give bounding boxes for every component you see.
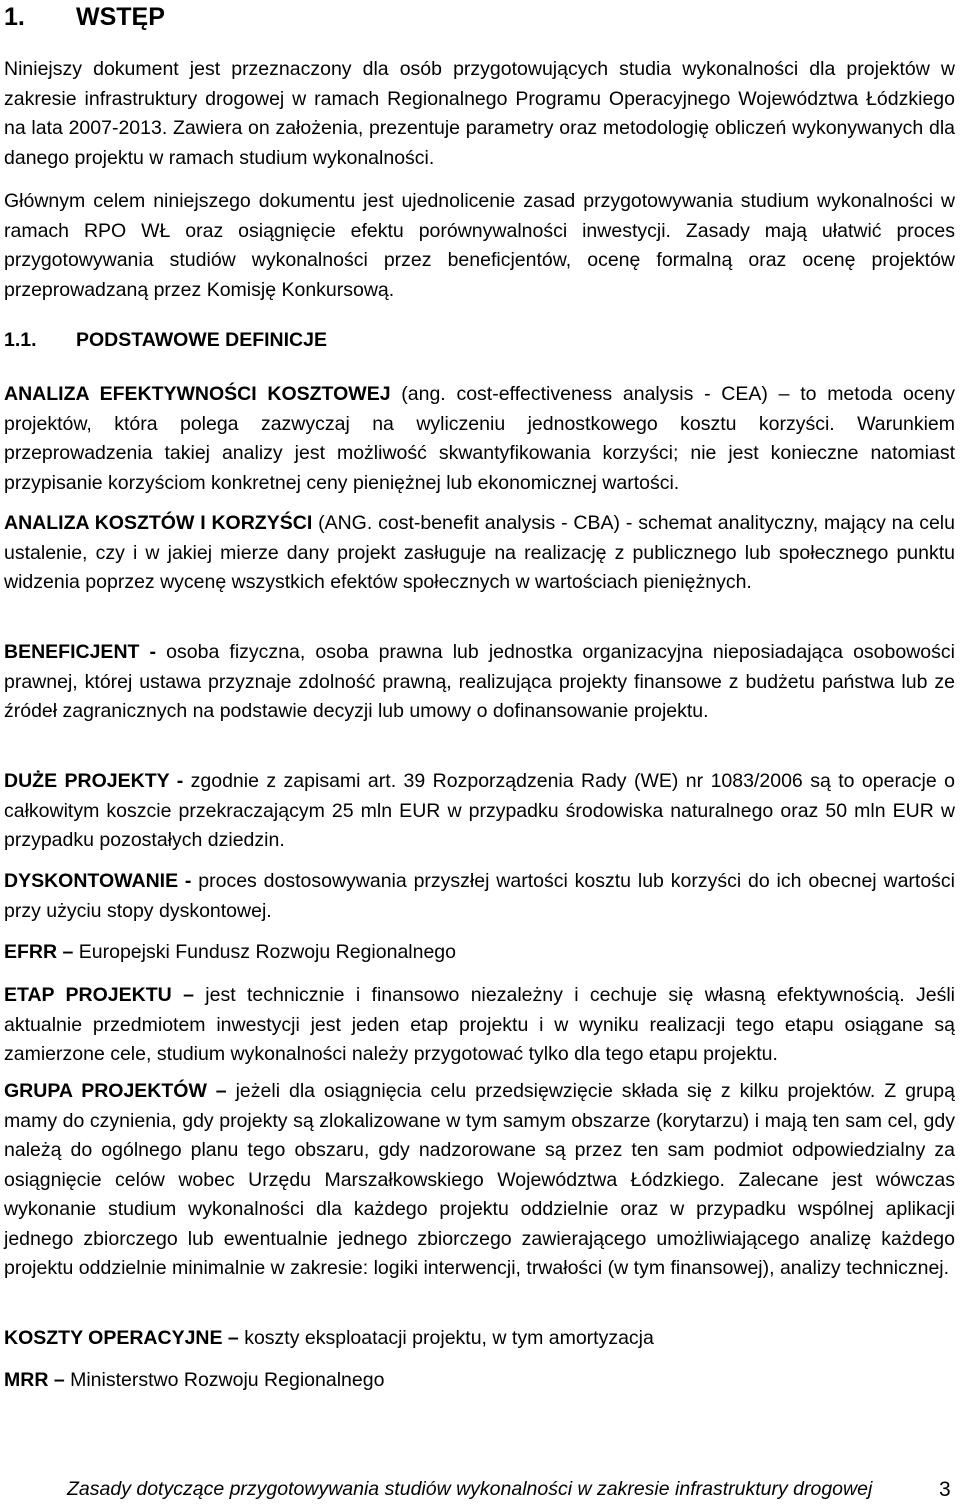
definition-text: koszty eksploatacji projektu, w tym amortyzacja	[238, 1327, 654, 1349]
definition-term: MRR –	[4, 1369, 65, 1391]
definition-term: DUŻE PROJEKTY -	[4, 770, 184, 792]
definition-term: ETAP PROJEKTU –	[4, 984, 194, 1006]
definition-dyskontowanie	[4, 867, 955, 926]
definition-term: GRUPA PROJEKTÓW –	[4, 1080, 227, 1102]
definition-text: Ministerstwo Rozwoju Regionalnego	[64, 1369, 385, 1391]
section-number: 1.	[4, 3, 25, 31]
definition-etap-projektu	[4, 981, 955, 1070]
definition-efrr	[4, 938, 955, 968]
definition-text: (ang. cost-effectiveness analysis - CEA) – to metoda oceny projektów, która polega zazwyczaj na wyliczeniu jednostkowego kosztu korzyści. Warunkiem przeprowadzenia takiej analizy jest możliwość skwantyfikowania korzyści; nie jest konieczne natomiast przypisanie korzyściom konkretnej ceny pieniężnej lub ekonomicznej wartości.	[4, 383, 955, 494]
subsection-number: 1.1.	[4, 329, 37, 351]
definition-text: proces dostosowywania przyszłej wartości kosztu lub korzyści do ich obecnej wartości przy użyciu stopy dyskontowej.	[4, 870, 955, 922]
definition-text: jest technicznie i finansowo niezależny i cechuje się własną efektywnością. Jeśli aktualnie przedmiotem inwestycji jest jeden etap projektu i w wyniku realizacji tego etapu osiągane są zamierzone cele, studium wykonalności należy przygotować tylko dla tego etapu projektu.	[4, 984, 955, 1065]
definition-grupa-projektow	[4, 1077, 955, 1284]
subsection-title: PODSTAWOWE DEFINICJE	[76, 329, 327, 351]
definition-term: EFRR –	[4, 941, 74, 963]
page-footer-title: Zasady dotyczące przygotowywania studiów wykonalności w zakresie infrastruktury drogowej	[67, 1478, 873, 1500]
definition-term: ANALIZA EFEKTYWNOŚCI KOSZTOWEJ	[4, 383, 391, 405]
intro-paragraph-1: Niniejszy dokument jest przeznaczony dla osób przygotowujących studia wykonalności dla projektów w zakresie infrastruktury drogowej w ramach Regionalnego Programu Operacyjnego Województwa Łódzkiego na lata 2007-2013. Zawiera on założenia, prezentuje parametry oraz metodologię obliczeń wykonywanych dla danego projektu w ramach studium wykonalności.	[4, 58, 955, 169]
definition-text: zgodnie z zapisami art. 39 Rozporządzenia Rady (WE) nr 1083/2006 są to operacje o całkowitym koszcie przekraczającym 25 mln EUR w przypadku środowiska naturalnego oraz 50 mln EUR w przypadku pozostałych dziedzin.	[4, 770, 955, 851]
definition-mrr	[4, 1366, 955, 1396]
definition-text: osoba fizyczna, osoba prawna lub jednostka organizacyjna nieposiadająca osobowości prawnej, której ustawa przyznaje zdolność prawną, realizująca projekty finansowe z budżetu państwa lub ze źródeł zagranicznych na podstawie decyzji lub umowy o dofinansowanie projektu.	[4, 641, 955, 722]
subsection-heading	[4, 328, 327, 352]
definition-term: ANALIZA KOSZTÓW I KORZYŚCI	[4, 512, 313, 534]
definition-cea	[4, 380, 955, 498]
definition-term: DYSKONTOWANIE -	[4, 870, 192, 892]
intro-paragraph-2: Głównym celem niniejszego dokumentu jest ujednolicenie zasad przygotowywania studium wykonalności w ramach RPO WŁ oraz osiągnięcie efektu porównywalności inwestycji. Zasady mają ułatwić proces przygotowywania studiów wykonalności przez beneficjentów, ocenę formalną oraz ocenę projektów przeprowadzaną przez Komisję Konkursową.	[4, 190, 955, 301]
definition-koszty-operacyjne	[4, 1324, 955, 1354]
definition-cba	[4, 509, 955, 598]
definition-term: KOSZTY OPERACYJNE –	[4, 1327, 239, 1349]
definition-duze-projekty	[4, 767, 955, 856]
definition-text: jeżeli dla osiągnięcia celu przedsięwzięcie składa się z kilku projektów. Z grupą mamy do czynienia, gdy projekty są zlokalizowane w tym samym obszarze (korytarzu) i mają ten sam cel, gdy należą do ogólnego planu tego obszaru, gdy nadzorowane są przez ten sam podmiot odpowiedzialny za osiągnięcie celów wobec Urzędu Marszałkowskiego Województwa Łódzkiego. Zalecane jest wówczas wykonanie studium wykonalności dla każdego projektu oddzielnie oraz w przypadku wspólnej aplikacji jednego zbiorczego lub ewentualnie jednego zbiorczego zawierającego umożliwiającego analizę każdego projektu oddzielnie minimalnie w zakresie: logiki interwencji, trwałości (w tym finansowej), analizy technicznej.	[4, 1080, 956, 1279]
section-heading	[4, 2, 165, 32]
definition-term: BENEFICJENT -	[4, 641, 157, 663]
definition-beneficjent	[4, 638, 955, 727]
definition-text: (ANG. cost-benefit analysis - CBA) - schemat analityczny, mający na celu ustalenie, czy i w jakiej mierze dany projekt zasługuje na realizację z publicznego lub społecznego punktu widzenia poprzez wycenę wszystkich efektów społecznych w wartościach pieniężnych.	[4, 512, 955, 593]
section-title: WSTĘP	[76, 3, 165, 31]
definition-text: Europejski Fundusz Rozwoju Regionalnego	[73, 941, 456, 963]
page-number: 3	[939, 1478, 951, 1501]
